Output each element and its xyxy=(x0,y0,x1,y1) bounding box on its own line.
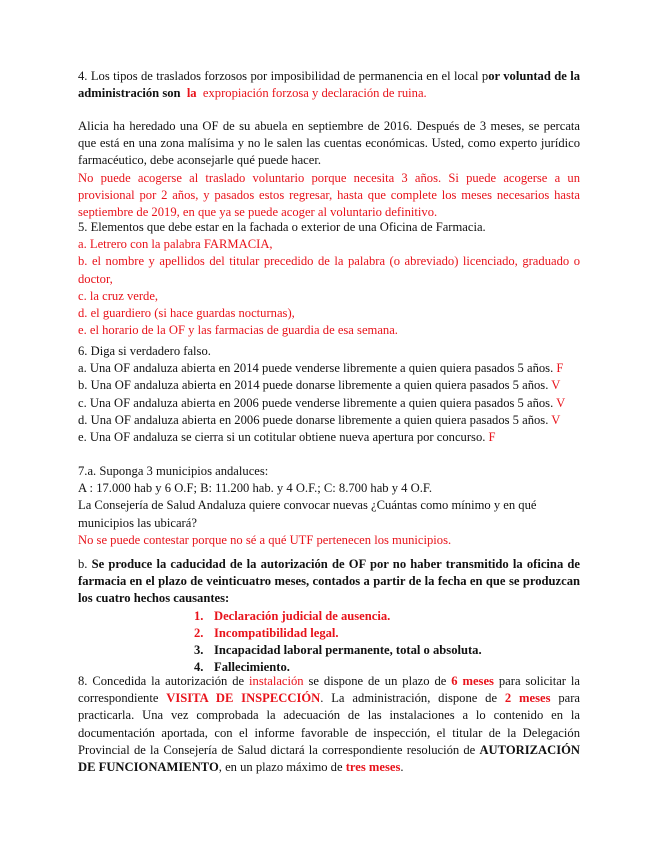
q4-answer: expropiación forzosa y declaración de ruina. xyxy=(202,86,427,101)
q7b-cause-num: 4. xyxy=(194,660,204,675)
q7b-cause-num: 1. xyxy=(194,608,204,623)
q8-bold: AUTORIZACIÓN DE FUNCIONAMIENTO xyxy=(78,742,580,775)
q7b-cause-num: 3. xyxy=(194,643,204,658)
q8-text: , en un plazo máximo de xyxy=(218,760,346,775)
q7a-line1: 7.a. Suponga 3 municipios andaluces: xyxy=(78,464,269,478)
question-7a xyxy=(78,463,580,549)
q6-item-answer: F xyxy=(488,430,496,445)
q7b-statement xyxy=(78,556,580,608)
q6-item-answer: V xyxy=(556,395,566,410)
q5-item: e. el horario de la OF y las farmacias de guardia de esa semana. xyxy=(78,323,398,338)
q8-text: para practicarla. Una vez comprobada la adecuación de las instalaciones a lo contenido en la documentación aportada, con el informe favorable de inspección, el titular de la Delegación Provincial de la Consejería de Salud dictará la correspondiente resolución de xyxy=(78,691,581,757)
question-4 xyxy=(78,68,580,102)
question-6 xyxy=(78,343,580,446)
q8-text: para solicitar la correspondiente xyxy=(78,674,580,706)
q8-text: se dispone de un plazo de xyxy=(303,674,452,688)
q5-question: 5. Elementos que debe estar en la fachada o exterior de una Oficina de Farmacia. xyxy=(78,220,486,234)
q6-item-answer: F xyxy=(556,361,564,376)
q8-text: . La administración, dispone de xyxy=(320,691,505,706)
q8-highlight: tres meses xyxy=(345,760,401,775)
q7a-line2: A : 17.000 hab y 6 O.F; B: 11.200 hab. y 4 O.F.; C: 8.700 hab y 4 O.F. xyxy=(78,481,433,496)
q4-answer-bold: la xyxy=(186,86,197,101)
q7b-causes-list xyxy=(78,608,580,677)
q4-text-bold: or voluntad de la administración son xyxy=(78,69,580,101)
q6-item-text: c. Una OF andaluza abierta en 2006 puede venderse libremente a quien quiera pasados 5 años. xyxy=(78,395,554,410)
q8-text: 8. Concedida la autorización de xyxy=(78,674,250,688)
q7b-cause-text: Declaración judicial de ausencia. xyxy=(214,608,391,623)
q6-item xyxy=(78,360,580,377)
q7b-cause-num: 2. xyxy=(194,625,204,640)
q6-question: 6. Diga si verdadero falso. xyxy=(78,344,211,358)
q6-item-text: e. Una OF andaluza se cierra si un cotitular obtiene nueva apertura por concurso. xyxy=(78,430,486,445)
q7a-line3: La Consejería de Salud Andaluza quiere convocar nuevas ¿Cuántas como mínimo y en qué municipios las ubicará? xyxy=(78,498,537,530)
q6-item xyxy=(78,377,580,394)
case-question xyxy=(78,118,580,221)
q7b-cause-text: Fallecimiento. xyxy=(214,660,290,675)
q5-item: c. la cruz verde, xyxy=(78,288,159,303)
q8-paragraph xyxy=(78,673,580,776)
question-7b xyxy=(78,556,580,676)
q7b-cause-text: Incompatibilidad legal. xyxy=(214,625,339,640)
question-5 xyxy=(78,219,580,339)
question-8 xyxy=(78,673,580,776)
q8-highlight: instalación xyxy=(249,674,304,688)
q7b-cause xyxy=(194,608,580,625)
q8-highlight: 6 meses xyxy=(451,674,494,688)
q8-highlight: VISITA DE INSPECCIÓN xyxy=(166,691,321,706)
q7b-cause xyxy=(194,642,580,659)
q5-item: a. Letrero con la palabra FARMACIA, xyxy=(78,237,273,252)
q6-item xyxy=(78,429,580,446)
case-answer: No puede acogerse al traslado voluntario porque necesita 3 años. Si puede acogerse a un provisional por 2 años, y pasados estos regresar, hasta que complete los meses necesarios hasta septiembre de 2019, en que ya se puede acoger al voluntario definitivo. xyxy=(78,170,580,220)
q6-item xyxy=(78,395,580,412)
q5-item: b. el nombre y apellidos del titular precedido de la palabra (o abreviado) licenciado, graduado o doctor, xyxy=(78,254,580,286)
q7b-prefix: b. xyxy=(78,557,92,571)
q8-highlight: 2 meses xyxy=(504,691,551,706)
q7b-cause xyxy=(194,625,580,642)
q8-text: . xyxy=(400,760,404,775)
q7b-text: Se produce la caducidad de la autorización de OF por no haber transmitido la oficina de farmacia en el plazo de veinticuatro meses, contados a partir de la fecha en que se produzcan los cuatro hechos causantes: xyxy=(78,557,581,606)
q6-item-text: a. Una OF andaluza abierta en 2014 puede venderse libremente a quien quiera pasados 5 años. xyxy=(78,361,554,376)
q4-text: 4. Los tipos de traslados forzosos por imposibilidad de permanencia en el local p xyxy=(78,69,489,83)
q6-item-answer: V xyxy=(551,378,561,393)
q6-item-answer: V xyxy=(551,412,561,427)
case-question-text: Alicia ha heredado una OF de su abuela en septiembre de 2016. Después de 3 meses, se percata que está en una zona malísima y no le salen las cuentas económicas. Usted, como experto jurídico farmacéutico, debe aconsejarle qué puede hacer. xyxy=(78,119,580,168)
q6-item-text: d. Una OF andaluza abierta en 2006 puede donarse libremente a quien quiera pasados 5 años. xyxy=(78,412,549,427)
q7b-cause-text: Incapacidad laboral permanente, total o absoluta. xyxy=(214,643,482,658)
q5-item: d. el guardiero (si hace guardas nocturnas), xyxy=(78,306,295,321)
q6-item-text: b. Una OF andaluza abierta en 2014 puede donarse libremente a quien quiera pasados 5 años. xyxy=(78,378,549,393)
q7a-answer: No se puede contestar porque no sé a qué UTF pertenecen los municipios. xyxy=(78,532,452,547)
q6-item xyxy=(78,412,580,429)
